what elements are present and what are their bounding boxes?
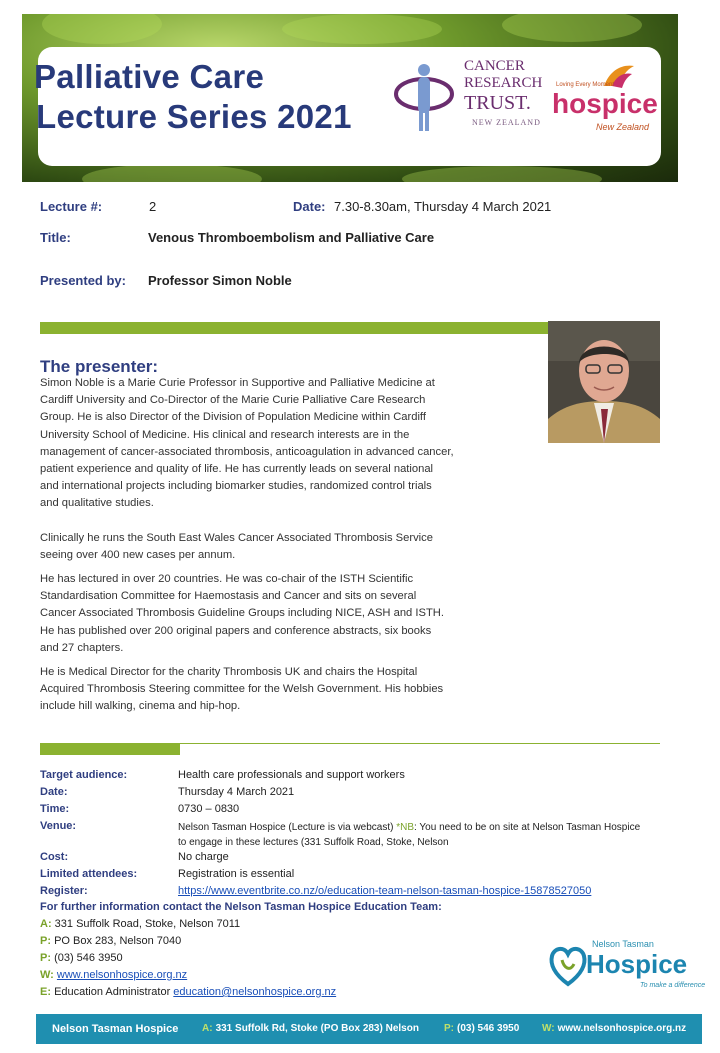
crt-line1: CANCER <box>464 58 525 74</box>
detail-date-value: Thursday 4 March 2021 <box>178 786 295 798</box>
footer-phone: P: (03) 546 3950 <box>444 1023 520 1034</box>
crt-line3: TRUST. <box>464 92 531 114</box>
contact-heading: For further information contact the Nelson Tasman Hospice Education Team: <box>40 901 442 913</box>
contact-website: W: www.nelsonhospice.org.nz <box>40 969 188 981</box>
audience-value: Health care professionals and support workers <box>178 769 405 781</box>
venue-value: Nelson Tasman Hospice (Lecture is via webcast) *NB: You need to be on site at Nelson Tasman Hospice to engage in these lectures (331 Suffolk Road, Stoke, Nelson <box>178 822 641 848</box>
section-divider-bar <box>40 322 548 334</box>
contact-phone: P: (03) 546 3950 <box>40 952 123 964</box>
lecture-title-label: Title: <box>40 230 71 245</box>
register-label: Register: <box>40 885 88 897</box>
hospice-wordmark: hospice <box>552 88 658 119</box>
limited-attendees-value: Registration is essential <box>178 868 295 880</box>
footer-title: Nelson Tasman Hospice <box>52 1023 179 1035</box>
audience-label: Target audience: <box>40 769 128 781</box>
hospice-country: New Zealand <box>596 122 650 132</box>
lecture-date-value: 7.30-8.30am, Thursday 4 March 2021 <box>334 199 552 214</box>
time-label: Time: <box>40 803 70 815</box>
limited-attendees-label: Limited attendees: <box>40 868 138 880</box>
lecture-number-value: 2 <box>149 199 157 214</box>
presenter-bio-paragraph-4: He is Medical Director for the charity Thrombosis UK and chairs the Hospital Acquired Thrombosis Steering committee for the Welsh Government. His hobbies include hill walking, cinema and hip-hop. <box>40 666 444 713</box>
nelson-tasman-heart-logo-icon <box>548 938 588 990</box>
email-link[interactable]: education@nelsonhospice.org.nz <box>173 986 337 998</box>
hospice-tagline: Loving Every Moment <box>556 82 615 88</box>
contact-email: E: Education Administrator education@nelsonhospice.org.nz <box>40 986 337 998</box>
presenter-name: Professor Simon Noble <box>148 273 292 288</box>
lecture-date-label: Date: <box>293 199 326 214</box>
details-divider-bar <box>40 743 180 755</box>
crt-line4: NEW ZEALAND <box>472 118 541 127</box>
nt-logo-small: Nelson Tasman <box>592 939 654 949</box>
cost-value: No charge <box>178 851 229 863</box>
details-divider-line <box>180 743 660 744</box>
banner-title-line2: Lecture Series 2021 <box>36 98 352 135</box>
register-link[interactable]: https://www.eventbrite.co.nz/o/education-team-nelson-tasman-hospice-15878527050 <box>178 885 592 897</box>
website-link[interactable]: www.nelsonhospice.org.nz <box>56 969 188 981</box>
nt-logo-wordmark: Hospice <box>586 949 688 979</box>
presenter-bio-paragraph-1: Simon Noble is a Marie Curie Professor in Supportive and Palliative Medicine at Cardiff University and Co-Director of the Marie Curie Palliative Care Research Group. He is also Director of the Division of Population Medicine within Cardiff University School of Medicine. His clinical and research interests are in the management of cancer-associated thrombosis, anticoagulation in advanced cancer, patient experience and quality of life. He has currently leads on several national and international projects including biomarker studies, randomized control trials and qualitative studies. <box>40 377 454 510</box>
footer-address: A: 331 Suffolk Rd, Stoke (PO Box 283) Nelson <box>202 1023 419 1034</box>
footer-website[interactable]: W: www.nelsonhospice.org.nz <box>542 1023 687 1034</box>
presenter-photo <box>548 321 660 443</box>
presenter-label: Presented by: <box>40 273 126 288</box>
banner-title-line1: Palliative Care <box>34 58 265 95</box>
crt-line2: RESEARCH <box>464 75 543 91</box>
contact-address: A: 331 Suffolk Road, Stoke, Nelson 7011 <box>40 918 241 930</box>
time-value: 0730 – 0830 <box>178 803 240 815</box>
presenter-heading: The presenter: <box>40 357 159 376</box>
lecture-title-value: Venous Thromboembolism and Palliative Care <box>148 230 435 245</box>
presenter-bio-paragraph-2: Clinically he runs the South East Wales Cancer Associated Thrombosis Service seeing over 400 new cases per annum. <box>40 532 433 562</box>
presenter-portrait-icon <box>548 321 660 443</box>
contact-postal: P: PO Box 283, Nelson 7040 <box>40 935 182 947</box>
nt-logo-tagline: To make a difference <box>640 982 706 989</box>
presenter-bio-paragraph-3: He has lectured in over 20 countries. He was co-chair of the ISTH Scientific Standardisation Committee for Haemostasis and Cancer and sits on several Cancer Associated Thrombosis Guideline Groups including NICE, ASH and ISTH. He has published over 200 original papers and conference abstracts, six books and 27 chapters. <box>40 573 444 654</box>
lecture-number-label: Lecture #: <box>40 199 103 214</box>
venue-label: Venue: <box>40 820 77 832</box>
detail-date-label: Date: <box>40 786 68 798</box>
cost-label: Cost: <box>40 851 69 863</box>
